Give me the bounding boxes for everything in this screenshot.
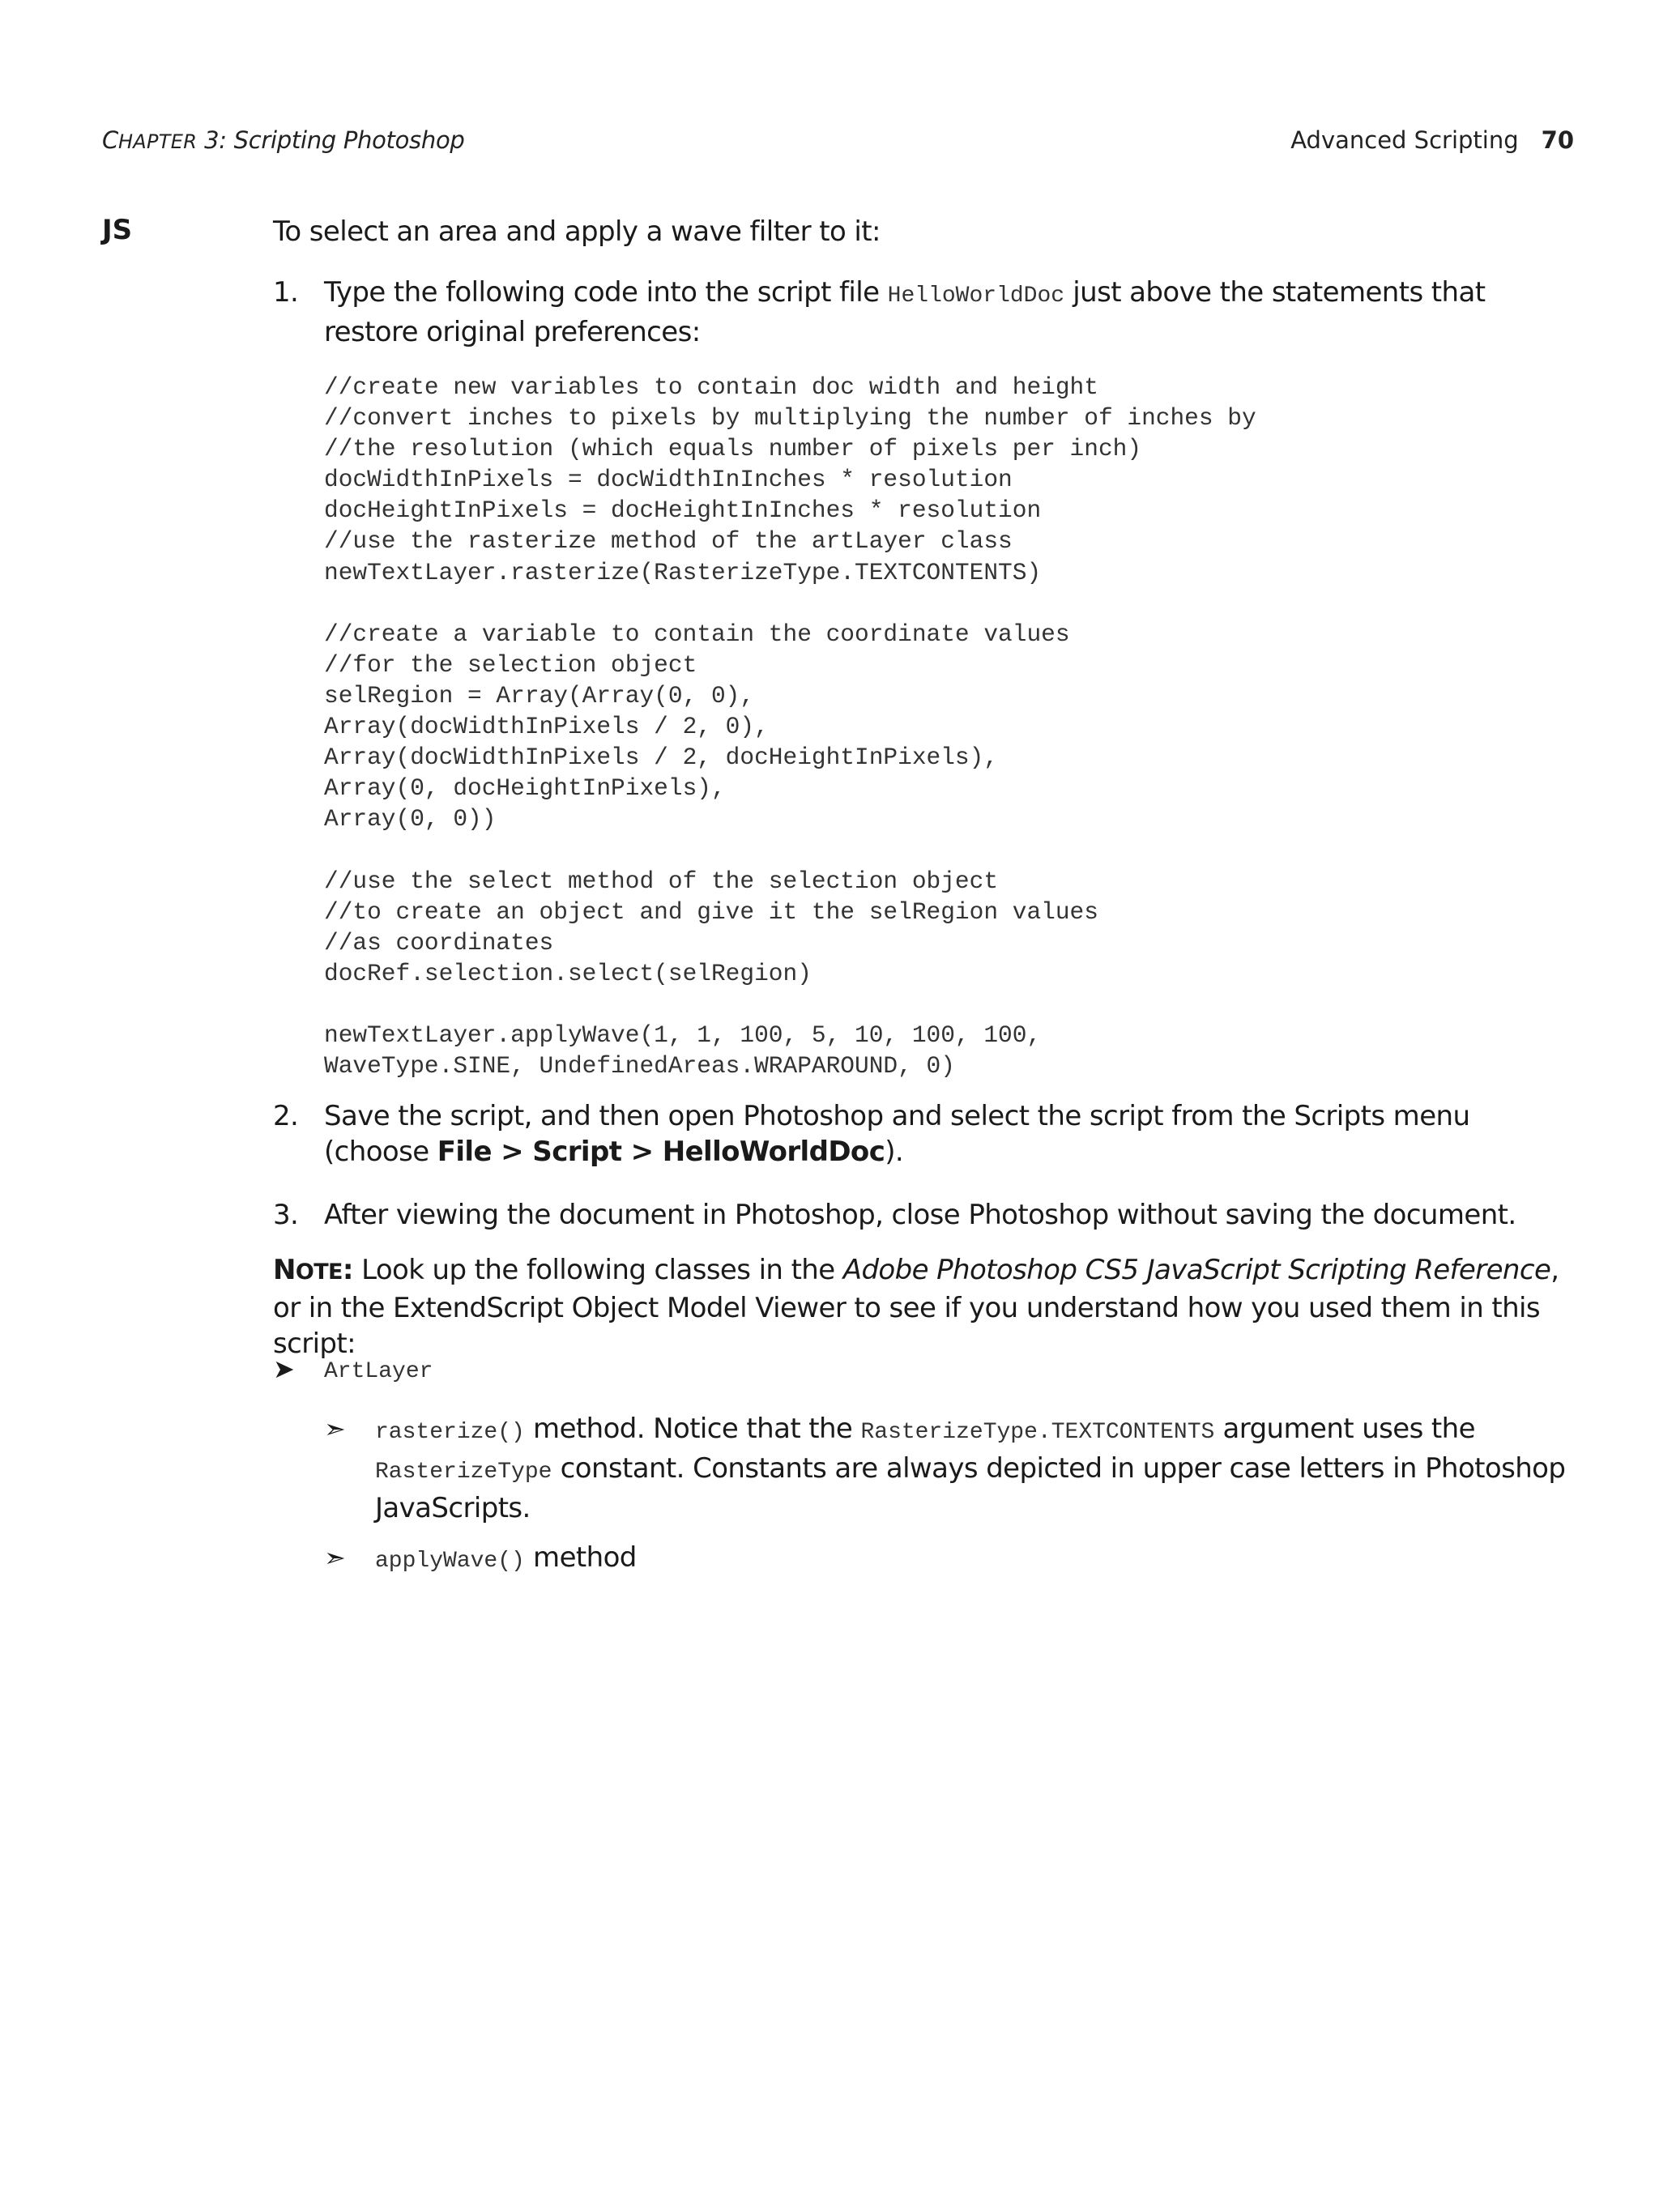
sub-bullet-arrow-icon: ➣ — [324, 1413, 346, 1444]
inline-code: rasterize() — [375, 1420, 525, 1445]
inline-code: RasterizeType.TEXTCONTENTS — [860, 1420, 1215, 1445]
chapter-prefix-rest: HAPTER — [117, 130, 198, 153]
language-label: JS — [102, 214, 133, 246]
step-number: 1. — [273, 276, 299, 309]
sub-bullet-arrow-icon: ➣ — [324, 1542, 346, 1573]
note-text-part: , or in the ExtendScript Object Model Viewer to see if you understand how you used them in this script: — [273, 1254, 1559, 1360]
step-number: 2. — [273, 1100, 299, 1132]
section-header — [1290, 126, 1574, 154]
reference-title: Adobe Photoshop CS5 JavaScript Scripting Reference — [842, 1254, 1551, 1286]
code-block: //create new variables to contain doc width and height //convert inches to pixels by multiplying the number of inches by //the resolution (which equals number of pixels per inch) docWidthInPixels = docWidthInInches * resolution docHeightInPixels = docHeightInInches * resolution //use the rasterize method of the artLayer class newTextLayer.rasterize(RasterizeType.TEXTCONTENTS) //create a variable to contain the coordinate values //for the selection object selRegion = Array(Array(0, 0), Array(docWidthInPixels / 2, 0), Array(docWidthInPixels / 2, docHeightInPixels), Array(0, docHeightInPixels), Array(0, 0)) //use the select method of the selection object //to create an object and give it the selRegion values //as coordinates docRef.selection.select(selRegion) newTextLayer.applyWave(1, 1, 100, 5, 10, 100, 100, WaveType.SINE, UndefinedAreas.WRAPAROUND, 0) — [324, 373, 1256, 1080]
step-text: After viewing the document in Photoshop, close Photoshop without saving the document. — [324, 1199, 1516, 1231]
note-text-part: Look up the following classes in the — [352, 1254, 843, 1286]
inline-code-filename: HelloWorldDoc — [887, 283, 1065, 309]
note-label-n: N — [273, 1254, 296, 1286]
menu-path: File > Script > HelloWorldDoc — [437, 1136, 885, 1168]
step-text — [324, 275, 1572, 350]
inline-code: RasterizeType — [375, 1460, 552, 1485]
page-number: 70 — [1541, 126, 1574, 154]
desc-text-part: method. Notice that the — [524, 1413, 861, 1445]
step-text-part: just above the statements that restore original preferences: — [324, 276, 1486, 348]
step-text-part: ). — [885, 1136, 904, 1168]
note-label-colon: : — [342, 1254, 353, 1286]
desc-text-part: method — [524, 1541, 637, 1574]
chapter-header — [102, 126, 465, 154]
note-label-rest: OTE — [295, 1259, 343, 1285]
step-text-part: Save the script, and then open Photoshop and select the script from the Scripts menu (choose — [324, 1100, 1470, 1168]
chapter-title: 3: Scripting Photoshop — [197, 126, 465, 154]
desc-text-part: argument uses the — [1214, 1413, 1475, 1445]
step-number: 3. — [273, 1199, 299, 1231]
intro-paragraph: To select an area and apply a wave filter to it: — [273, 215, 881, 248]
step-text-part: Type the following code into the script file — [324, 276, 888, 309]
note-label — [273, 1254, 353, 1286]
desc-text-part: constant. Constants are always depicted in upper case letters in Photoshop JavaScripts. — [375, 1452, 1566, 1524]
class-name-artlayer: ArtLayer — [324, 1359, 433, 1384]
step-text — [324, 1098, 1572, 1170]
inline-code: applyWave() — [375, 1549, 525, 1574]
bullet-arrow-icon: ➤ — [273, 1353, 295, 1384]
chapter-prefix-c: C — [102, 126, 118, 154]
section-title: Advanced Scripting — [1290, 126, 1519, 154]
rasterize-description — [375, 1411, 1566, 1526]
applywave-description — [375, 1540, 1566, 1579]
note-paragraph — [273, 1252, 1569, 1362]
